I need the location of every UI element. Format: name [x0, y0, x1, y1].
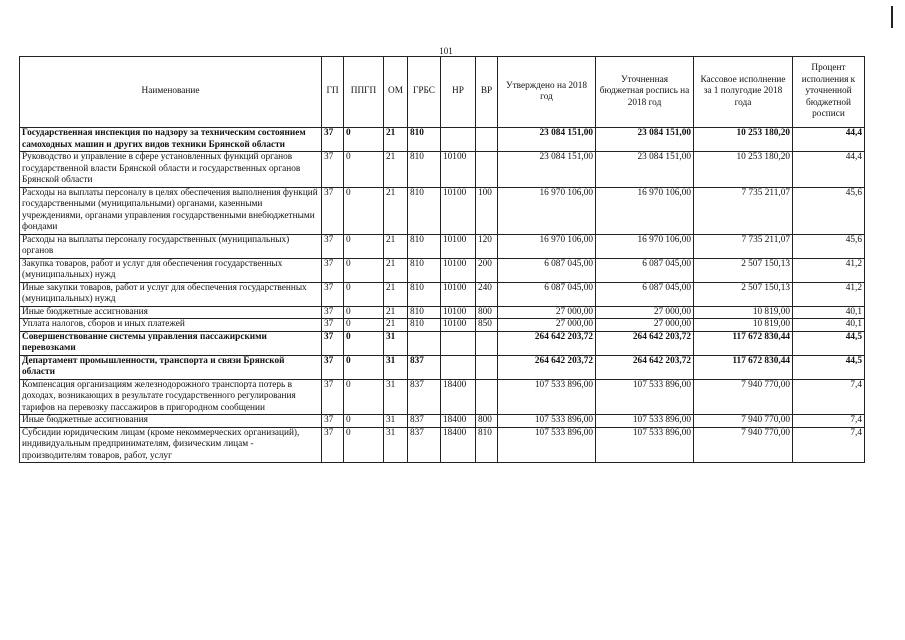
- cell-refined: 23 084 151,00: [596, 152, 694, 188]
- header-ppgp: ППГП: [344, 57, 384, 128]
- cell-cash: 7 940 770,00: [694, 427, 793, 463]
- cell-om: 21: [384, 282, 408, 306]
- cell-percent: 44,5: [793, 355, 865, 379]
- cell-gp: 37: [322, 415, 344, 428]
- cell-np: [441, 128, 476, 152]
- cell-om: 21: [384, 187, 408, 234]
- table-row: [20, 258, 865, 282]
- cell-name: Иные бюджетные ассигнования: [20, 306, 322, 319]
- cell-refined: 107 533 896,00: [596, 379, 694, 415]
- cell-refined: 16 970 106,00: [596, 187, 694, 234]
- cell-approved: 6 087 045,00: [498, 258, 596, 282]
- cell-name: Иные бюджетные ассигнования: [20, 415, 322, 428]
- cell-gp: 37: [322, 258, 344, 282]
- cell-approved: 107 533 896,00: [498, 379, 596, 415]
- table-row: [20, 128, 865, 152]
- header-name: Наименование: [20, 57, 322, 128]
- cell-om: 31: [384, 415, 408, 428]
- header-percent: Процент исполнения к уточненной бюджетной росписи: [793, 57, 865, 128]
- cell-refined: 27 000,00: [596, 319, 694, 332]
- cell-gp: 37: [322, 234, 344, 258]
- cell-vr: 240: [476, 282, 498, 306]
- cell-ppgp: 0: [344, 258, 384, 282]
- cell-cash: 7 735 211,07: [694, 234, 793, 258]
- header-cash: Кассовое исполнение за 1 полугодие 2018 года: [694, 57, 793, 128]
- cell-refined: 264 642 203,72: [596, 355, 694, 379]
- cell-approved: 107 533 896,00: [498, 415, 596, 428]
- cell-np: 10100: [441, 282, 476, 306]
- cell-grbs: 810: [408, 187, 441, 234]
- table-row: [20, 319, 865, 332]
- cell-approved: 27 000,00: [498, 319, 596, 332]
- cell-grbs: 810: [408, 282, 441, 306]
- cell-np: 18400: [441, 427, 476, 463]
- cell-np: 10100: [441, 319, 476, 332]
- cell-om: 21: [384, 234, 408, 258]
- cell-om: 21: [384, 306, 408, 319]
- cell-grbs: 810: [408, 234, 441, 258]
- cell-approved: 6 087 045,00: [498, 282, 596, 306]
- header-refined: Уточненная бюджетная роспись на 2018 год: [596, 57, 694, 128]
- cell-refined: 6 087 045,00: [596, 282, 694, 306]
- cell-np: 18400: [441, 379, 476, 415]
- cell-vr: 800: [476, 415, 498, 428]
- cell-name: Государственная инспекция по надзору за техническим состоянием самоходных машин и других видов техники Брянской области: [20, 128, 322, 152]
- cell-grbs: 837: [408, 427, 441, 463]
- cell-vr: [476, 331, 498, 355]
- cell-np: 10100: [441, 306, 476, 319]
- cell-om: 21: [384, 152, 408, 188]
- header-grbs: ГРБС: [408, 57, 441, 128]
- cell-percent: 44,4: [793, 128, 865, 152]
- cell-grbs: 810: [408, 128, 441, 152]
- cell-ppgp: 0: [344, 306, 384, 319]
- cell-gp: 37: [322, 306, 344, 319]
- cell-gp: 37: [322, 355, 344, 379]
- cell-percent: 41,2: [793, 258, 865, 282]
- cell-refined: 6 087 045,00: [596, 258, 694, 282]
- cell-gp: 37: [322, 282, 344, 306]
- cell-vr: 120: [476, 234, 498, 258]
- cell-grbs: 837: [408, 379, 441, 415]
- cell-vr: 800: [476, 306, 498, 319]
- table-row: [20, 234, 865, 258]
- cell-grbs: [408, 331, 441, 355]
- header-om: ОМ: [384, 57, 408, 128]
- cell-ppgp: 0: [344, 379, 384, 415]
- cell-cash: 117 672 830,44: [694, 355, 793, 379]
- cell-np: 18400: [441, 415, 476, 428]
- budget-table: [19, 56, 865, 463]
- cell-cash: 2 507 150,13: [694, 258, 793, 282]
- cell-np: 10100: [441, 187, 476, 234]
- cell-gp: 37: [322, 187, 344, 234]
- cell-cash: 117 672 830,44: [694, 331, 793, 355]
- page-number: 101: [439, 46, 453, 56]
- cell-refined: 16 970 106,00: [596, 234, 694, 258]
- table-row: [20, 306, 865, 319]
- cell-om: 21: [384, 128, 408, 152]
- cell-ppgp: 0: [344, 234, 384, 258]
- cell-name: Субсидии юридическим лицам (кроме некоммерческих организаций), индивидуальным предпринимателям, физическим лицам - производителям товаров, работ, услуг: [20, 427, 322, 463]
- cell-ppgp: 0: [344, 427, 384, 463]
- cell-name: Совершенствование системы управления пассажирскими перевозками: [20, 331, 322, 355]
- cell-refined: 107 533 896,00: [596, 427, 694, 463]
- cell-np: [441, 331, 476, 355]
- cell-name: Руководство и управление в сфере установленных функций органов государственной власти Брянской области и государственных органов Брянской области: [20, 152, 322, 188]
- cell-np: 10100: [441, 258, 476, 282]
- cell-grbs: 810: [408, 306, 441, 319]
- cell-refined: 27 000,00: [596, 306, 694, 319]
- cell-ppgp: 0: [344, 128, 384, 152]
- cell-ppgp: 0: [344, 415, 384, 428]
- cell-np: 10100: [441, 152, 476, 188]
- cell-cash: 2 507 150,13: [694, 282, 793, 306]
- cell-grbs: 837: [408, 415, 441, 428]
- cell-cash: 10 253 180,20: [694, 152, 793, 188]
- cell-approved: 23 084 151,00: [498, 128, 596, 152]
- cell-ppgp: 0: [344, 319, 384, 332]
- cell-refined: 23 084 151,00: [596, 128, 694, 152]
- cell-om: 31: [384, 355, 408, 379]
- cell-percent: 40,1: [793, 319, 865, 332]
- cell-approved: 264 642 203,72: [498, 331, 596, 355]
- cell-percent: 45,6: [793, 187, 865, 234]
- cell-percent: 45,6: [793, 234, 865, 258]
- table-row: [20, 427, 865, 463]
- cell-grbs: 810: [408, 152, 441, 188]
- cell-vr: 200: [476, 258, 498, 282]
- table-row: [20, 282, 865, 306]
- cell-name: Закупка товаров, работ и услуг для обеспечения государственных (муниципальных) нужд: [20, 258, 322, 282]
- table-row: [20, 331, 865, 355]
- cell-vr: [476, 152, 498, 188]
- cell-percent: 41,2: [793, 282, 865, 306]
- table-row: [20, 152, 865, 188]
- cell-om: 21: [384, 319, 408, 332]
- cell-gp: 37: [322, 152, 344, 188]
- cell-ppgp: 0: [344, 331, 384, 355]
- cell-cash: 10 819,00: [694, 306, 793, 319]
- cell-ppgp: 0: [344, 355, 384, 379]
- cell-percent: 44,4: [793, 152, 865, 188]
- table-body: [20, 128, 865, 463]
- cell-gp: 37: [322, 319, 344, 332]
- cell-ppgp: 0: [344, 187, 384, 234]
- cell-approved: 107 533 896,00: [498, 427, 596, 463]
- cell-name: Иные закупки товаров, работ и услуг для обеспечения государственных (муниципальных) нужд: [20, 282, 322, 306]
- cell-approved: 23 084 151,00: [498, 152, 596, 188]
- cell-grbs: 810: [408, 258, 441, 282]
- cell-gp: 37: [322, 427, 344, 463]
- cell-om: 21: [384, 258, 408, 282]
- cell-np: 10100: [441, 234, 476, 258]
- cell-refined: 107 533 896,00: [596, 415, 694, 428]
- cell-vr: 810: [476, 427, 498, 463]
- cell-ppgp: 0: [344, 152, 384, 188]
- header-vr: ВР: [476, 57, 498, 128]
- cell-grbs: 810: [408, 319, 441, 332]
- cell-cash: 7 735 211,07: [694, 187, 793, 234]
- cell-om: 31: [384, 427, 408, 463]
- cell-cash: 10 253 180,20: [694, 128, 793, 152]
- table-row: [20, 415, 865, 428]
- cell-percent: 7,4: [793, 415, 865, 428]
- cell-om: 31: [384, 379, 408, 415]
- cell-approved: 16 970 106,00: [498, 187, 596, 234]
- cell-approved: 264 642 203,72: [498, 355, 596, 379]
- cell-name: Расходы на выплаты персоналу государственных (муниципальных) органов: [20, 234, 322, 258]
- cell-refined: 264 642 203,72: [596, 331, 694, 355]
- cell-name: Компенсация организациям железнодорожного транспорта потерь в доходах, возникающих в результате государственного регулирования тарифов на перевозку пассажиров в пригородном сообщении: [20, 379, 322, 415]
- cell-name: Расходы на выплаты персоналу в целях обеспечения выполнения функций государственными (муниципальными) органами, казенными учреждениями, органами управления государственными внебюджетными фондами: [20, 187, 322, 234]
- cell-approved: 16 970 106,00: [498, 234, 596, 258]
- table-row: [20, 187, 865, 234]
- edge-mark: [891, 6, 893, 28]
- cell-vr: [476, 379, 498, 415]
- cell-vr: [476, 128, 498, 152]
- cell-percent: 7,4: [793, 427, 865, 463]
- cell-grbs: 837: [408, 355, 441, 379]
- cell-vr: [476, 355, 498, 379]
- cell-name: Уплата налогов, сборов и иных платежей: [20, 319, 322, 332]
- cell-cash: 7 940 770,00: [694, 415, 793, 428]
- header-gp: ГП: [322, 57, 344, 128]
- cell-gp: 37: [322, 331, 344, 355]
- cell-vr: 850: [476, 319, 498, 332]
- table-header-row: [20, 57, 865, 128]
- table-row: [20, 355, 865, 379]
- cell-ppgp: 0: [344, 282, 384, 306]
- cell-gp: 37: [322, 379, 344, 415]
- cell-approved: 27 000,00: [498, 306, 596, 319]
- cell-om: 31: [384, 331, 408, 355]
- cell-percent: 40,1: [793, 306, 865, 319]
- table-row: [20, 379, 865, 415]
- header-np: НР: [441, 57, 476, 128]
- cell-np: [441, 355, 476, 379]
- cell-name: Департамент промышленности, транспорта и связи Брянской области: [20, 355, 322, 379]
- cell-gp: 37: [322, 128, 344, 152]
- cell-vr: 100: [476, 187, 498, 234]
- cell-percent: 7,4: [793, 379, 865, 415]
- cell-percent: 44,5: [793, 331, 865, 355]
- cell-cash: 10 819,00: [694, 319, 793, 332]
- header-approved: Утверждено на 2018 год: [498, 57, 596, 128]
- cell-cash: 7 940 770,00: [694, 379, 793, 415]
